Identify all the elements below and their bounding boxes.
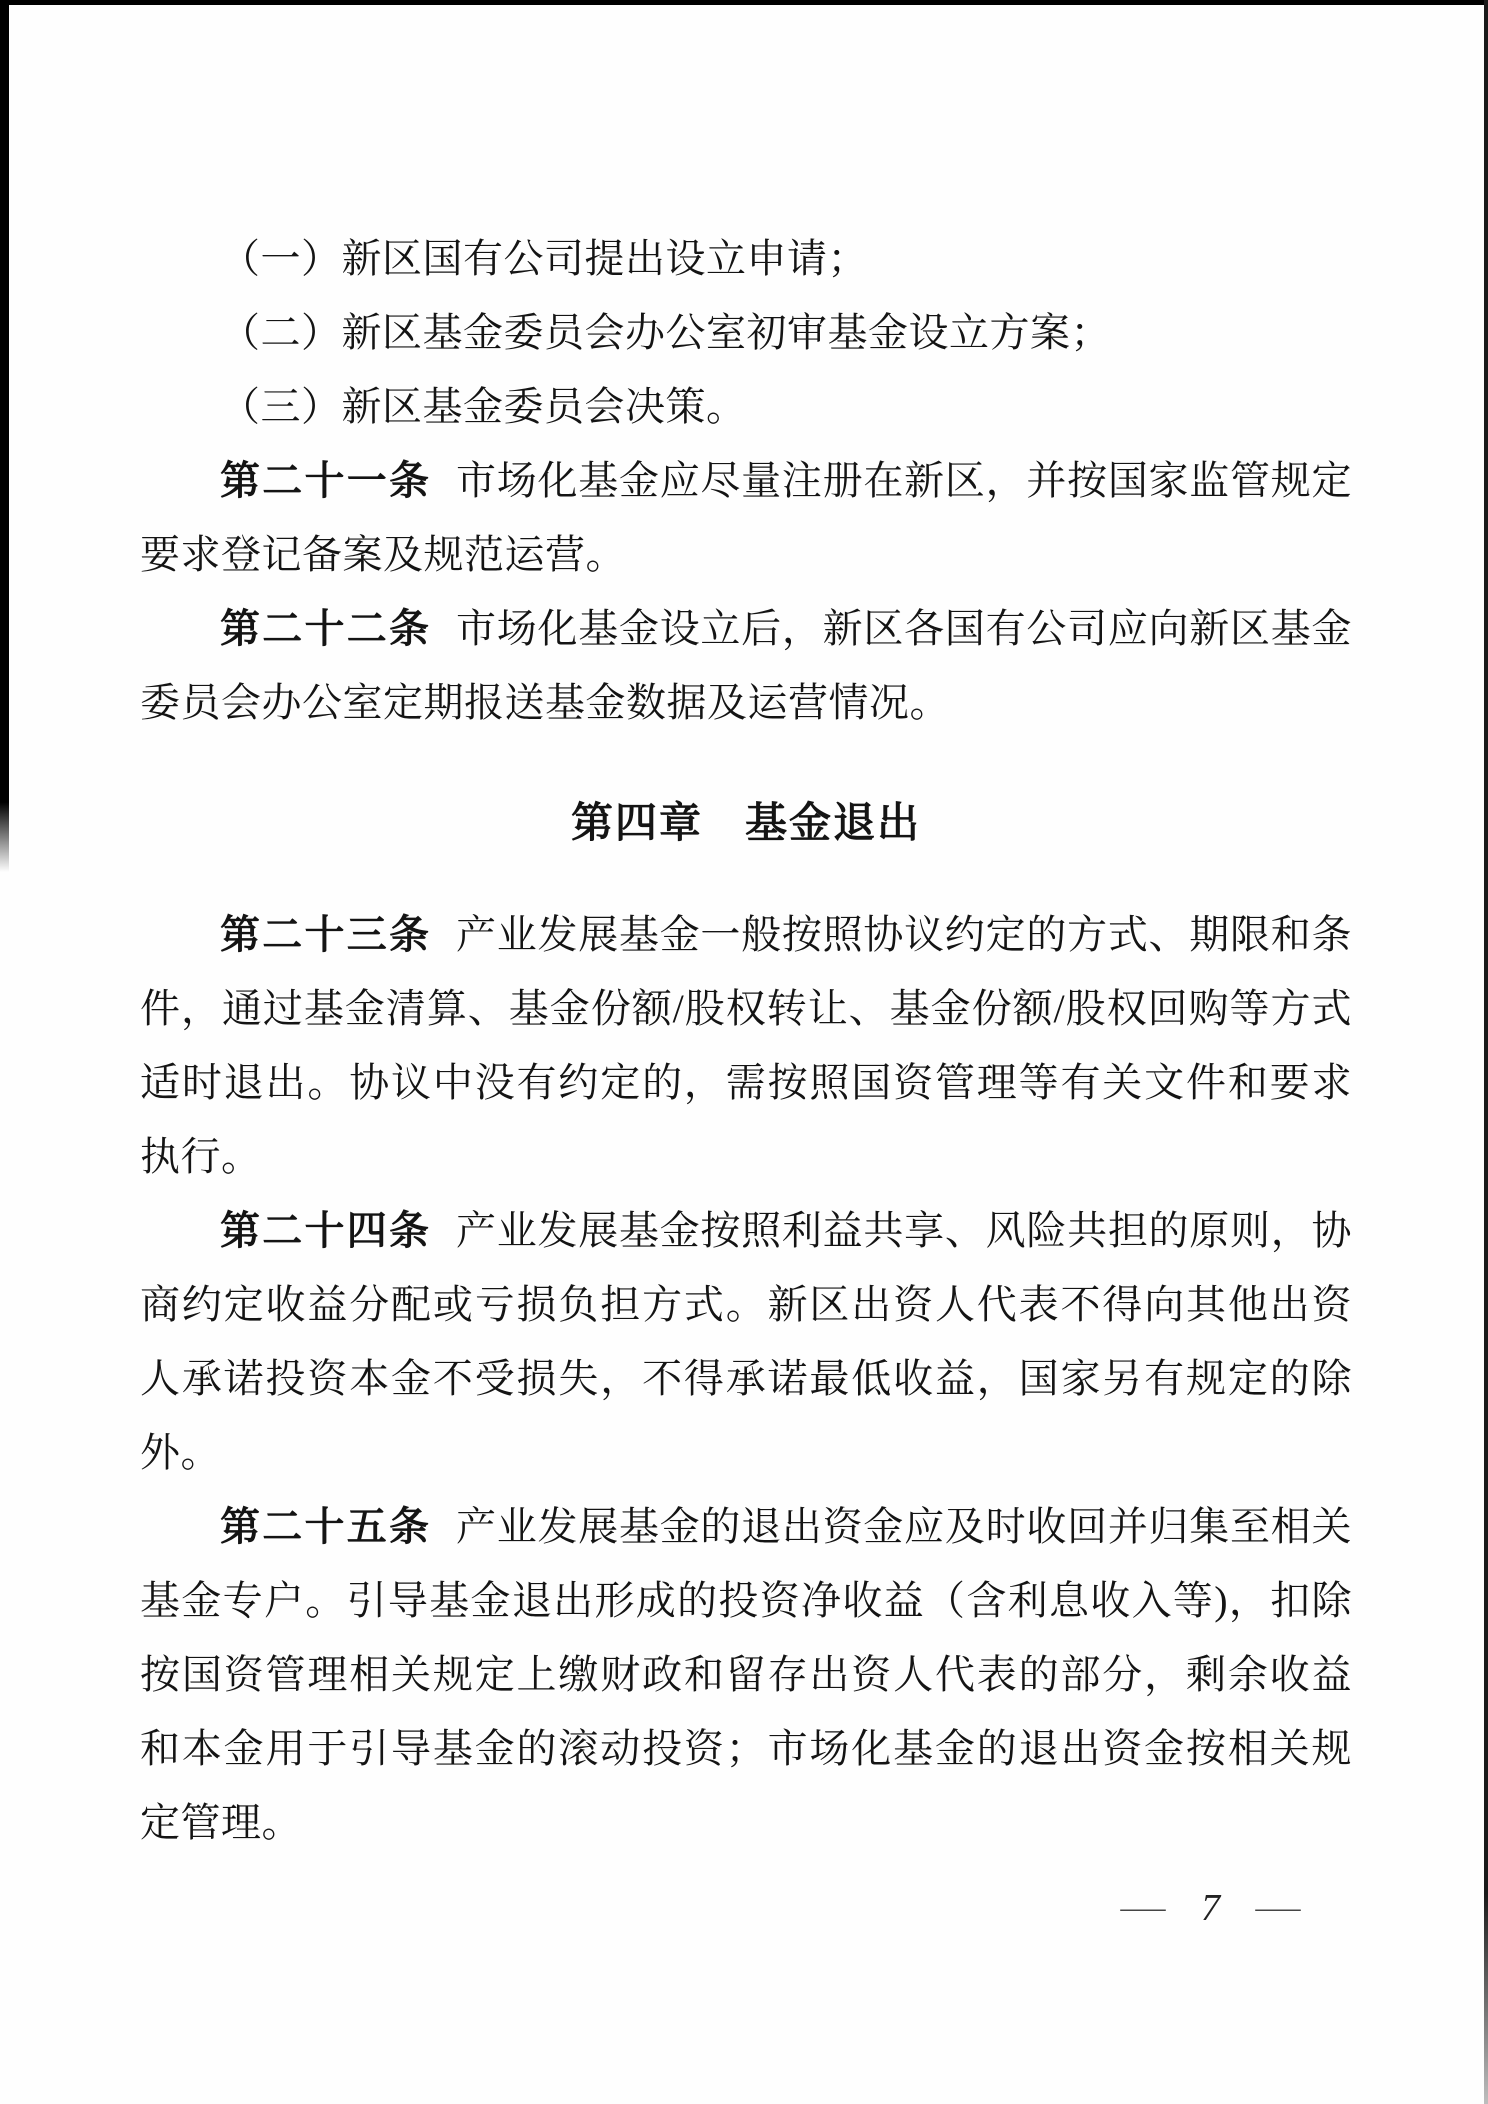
- article-21-paragraph: [140, 444, 1352, 592]
- article-24-number: 第二十四条: [220, 1209, 432, 1253]
- article-23-paragraph: [140, 898, 1352, 1194]
- list-item-2: [140, 296, 1352, 370]
- article-23-text: 产业发展基金一般按照协议约定的方式、期限和条件，通过基金清算、基金份额/股权转让、基金份额/股权回购等方式适时退出。协议中没有约定的，需按照国资管理等有关文件和要求执行。: [140, 912, 1353, 1179]
- article-25-text: 产业发展基金的退出资金应及时收回并归集至相关基金专户。引导基金退出形成的投资净收益（含利息收入等)，扣除按国资管理相关规定上缴财政和留存出资人代表的部分，剩余收益和本金用于引导基金的滚动投资；市场化基金的退出资金按相关规定管理。: [140, 1504, 1353, 1845]
- chapter-title: 基金退出: [745, 799, 922, 846]
- article-21-number: 第二十一条: [220, 459, 432, 503]
- article-24-paragraph: [140, 1194, 1352, 1490]
- scan-edge-right: [1484, 0, 1488, 2104]
- list-item-text: （二）新区基金委员会办公室初审基金设立方案；: [220, 310, 1111, 355]
- article-25-paragraph: [140, 1490, 1352, 1860]
- article-22-number: 第二十二条: [220, 607, 432, 651]
- list-item-3: [140, 370, 1352, 444]
- list-item-text: （三）新区基金委员会决策。: [220, 384, 747, 429]
- article-22-paragraph: [140, 592, 1352, 740]
- chapter-number: 第四章: [570, 799, 703, 846]
- article-24-text: 产业发展基金按照利益共享、风险共担的原则，协商约定收益分配或亏损负担方式。新区出资人代表不得向其他出资人承诺投资本金不受损失，不得承诺最低收益，国家另有规定的除外。: [140, 1208, 1353, 1475]
- article-22-text: 市场化基金设立后，新区各国有公司应向新区基金委员会办公室定期报送基金数据及运营情况。: [140, 606, 1353, 725]
- page-number-right-dash: —: [1255, 1891, 1301, 1924]
- scan-edge-left: [0, 0, 9, 872]
- article-25-number: 第二十五条: [220, 1505, 432, 1549]
- page-number: 7: [1201, 1887, 1220, 1929]
- chapter-heading: [140, 786, 1352, 860]
- page-number-left-dash: —: [1120, 1891, 1166, 1924]
- list-item-text: （一）新区国有公司提出设立申请；: [220, 236, 868, 281]
- page-footer: [1120, 1886, 1301, 1930]
- scan-edge-top: [0, 0, 1488, 5]
- list-item-1: [140, 222, 1352, 296]
- article-21-text: 市场化基金应尽量注册在新区，并按国家监管规定要求登记备案及规范运营。: [140, 458, 1353, 577]
- article-23-number: 第二十三条: [220, 913, 432, 957]
- document-body: [140, 222, 1352, 1860]
